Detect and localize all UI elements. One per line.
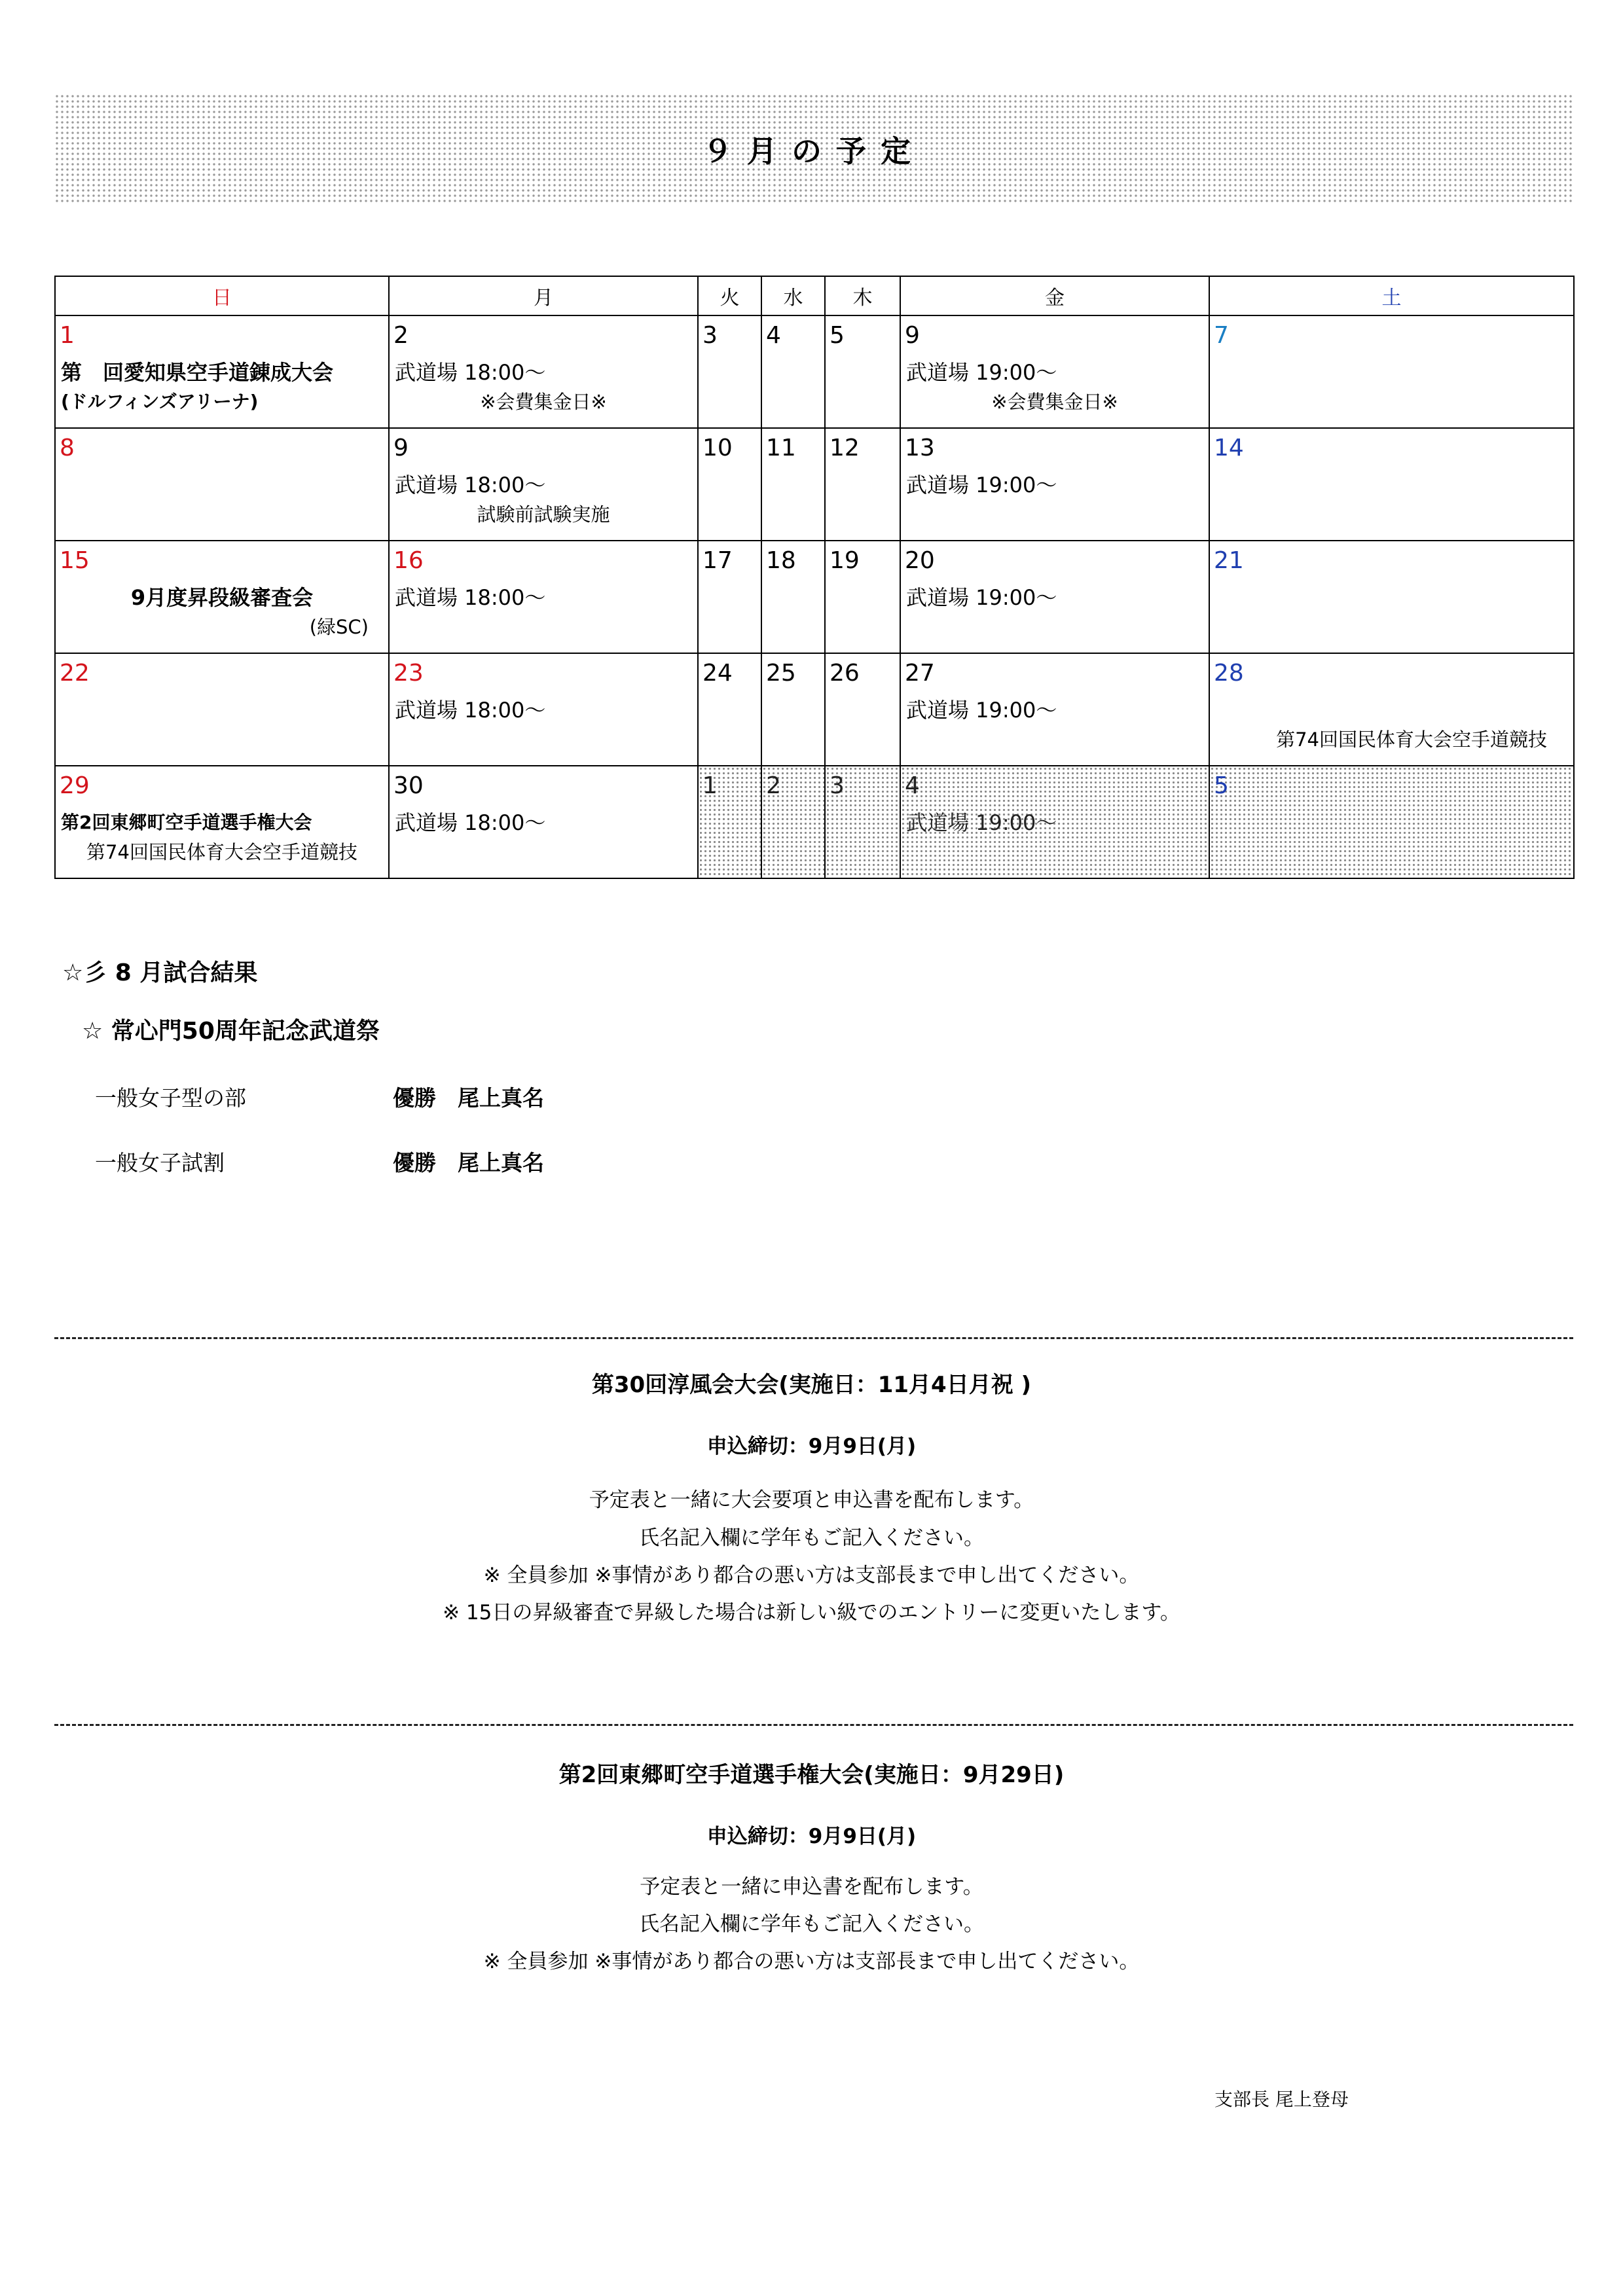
day-number: 28 [1214, 660, 1244, 687]
day-number: 26 [830, 660, 860, 687]
calendar-cell [825, 315, 900, 428]
cell-event: 武道場 18:00～ [395, 473, 546, 497]
day-number: 2 [766, 772, 781, 799]
day-number: 25 [766, 660, 796, 687]
day-number: 7 [1214, 322, 1229, 349]
day-number: 5 [830, 322, 845, 349]
calendar-cell [389, 315, 698, 428]
calendar-cell-next-month [825, 766, 900, 878]
cell-event: 武道場 18:00～ [395, 360, 546, 385]
cell-event: 武道場 19:00～ [906, 360, 1057, 385]
calendar-cell [55, 315, 389, 428]
results-heading: ☆彡 8 月試合結果 [62, 960, 258, 986]
result-category: 一般女子型の部 [95, 1085, 246, 1111]
cell-event: 第 回愛知県空手道錬成大会 [61, 360, 334, 385]
day-number: 27 [905, 660, 935, 687]
calendar-cell [761, 653, 825, 766]
weekday-sun: 日 [55, 276, 389, 315]
calendar-cell [389, 541, 698, 653]
result-winner: 優勝 尾上真名 [393, 1085, 544, 1111]
day-number: 4 [905, 772, 920, 799]
day-number: 30 [393, 772, 424, 799]
calendar-cell [761, 541, 825, 653]
calendar-cell [761, 428, 825, 541]
day-number: 20 [905, 547, 935, 574]
day-number: 14 [1214, 435, 1244, 461]
cell-note: 試験前試験実施 [477, 503, 610, 526]
cell-event: 武道場 19:00～ [906, 585, 1057, 610]
calendar-cell-next-month [1209, 766, 1574, 878]
title-banner [54, 94, 1573, 205]
calendar-cell [1209, 653, 1574, 766]
day-number: 11 [766, 435, 796, 461]
day-number: 2 [393, 322, 409, 349]
day-number: 19 [830, 547, 860, 574]
calendar-cell [900, 653, 1209, 766]
results-event: ☆ 常心門50周年記念武道祭 [82, 1018, 380, 1045]
cell-event: 武道場 19:00～ [906, 698, 1057, 723]
day-number: 12 [830, 435, 860, 461]
cell-note: ※会費集金日※ [991, 391, 1118, 413]
calendar-cell-next-month [761, 766, 825, 878]
day-number: 22 [60, 660, 90, 687]
calendar-cell [389, 653, 698, 766]
cell-note: (緑SC) [309, 616, 369, 638]
divider [54, 1337, 1573, 1339]
calendar-cell [389, 766, 698, 878]
calendar-cell-next-month [698, 766, 761, 878]
calendar-cell [55, 766, 389, 878]
notice2-line: 予定表と一緒に申込書を配布します。 [640, 1875, 983, 1899]
day-number: 18 [766, 547, 796, 574]
calendar-cell [698, 541, 761, 653]
weekday-tue: 火 [698, 276, 761, 315]
calendar-cell [900, 541, 1209, 653]
calendar-cell [900, 315, 1209, 428]
page-title: ９月の予定 [702, 134, 925, 169]
day-number: 8 [60, 435, 75, 461]
weekday-header-row [55, 276, 1574, 315]
weekday-thu: 木 [825, 276, 900, 315]
calendar-cell [55, 428, 389, 541]
calendar-cell [825, 541, 900, 653]
day-number: 5 [1214, 772, 1229, 799]
calendar-week-2 [55, 428, 1574, 541]
day-number: 4 [766, 322, 781, 349]
day-number: 24 [702, 660, 733, 687]
calendar-cell [825, 428, 900, 541]
calendar-week-1 [55, 315, 1574, 428]
weekday-sat: 土 [1209, 276, 1574, 315]
calendar-cell [698, 428, 761, 541]
notice1-line: 予定表と一緒に大会要項と申込書を配布します。 [589, 1488, 1034, 1512]
cell-event: 武道場 18:00～ [395, 810, 546, 835]
divider [54, 1724, 1573, 1726]
signature: 支部長 尾上登母 [1214, 2089, 1349, 2110]
calendar-cell [698, 315, 761, 428]
cell-note: 第74回国民体育大会空手道競技 [1276, 728, 1547, 751]
cell-note: (ドルフィンズアリーナ) [61, 391, 259, 412]
notice1-line: 氏名記入欄に学年もご記入ください。 [639, 1526, 984, 1550]
cell-note: 第74回国民体育大会空手道競技 [86, 841, 357, 863]
notice1-deadline: 申込締切：9月9日(月) [706, 1435, 917, 1458]
day-number: 10 [702, 435, 733, 461]
cell-event: 武道場 18:00～ [395, 698, 546, 723]
day-number: 16 [393, 547, 424, 574]
day-number: 29 [60, 772, 90, 799]
cell-note: ※会費集金日※ [480, 391, 607, 413]
weekday-wed: 水 [761, 276, 825, 315]
cell-event: 第2回東郷町空手道選手権大会 [61, 812, 312, 833]
calendar-cell [389, 428, 698, 541]
notice2-line: ※ 全員参加 ※事情があり都合の悪い方は支部長まで申し出てください。 [483, 1950, 1140, 1973]
calendar-week-4 [55, 653, 1574, 766]
calendar-week-5 [55, 766, 1574, 878]
result-category: 一般女子試割 [95, 1150, 225, 1175]
day-number: 15 [60, 547, 90, 574]
cell-event: 9月度昇段級審査会 [130, 585, 314, 610]
day-number: 13 [905, 435, 935, 461]
cell-event: 武道場 18:00～ [395, 585, 546, 610]
result-winner: 優勝 尾上真名 [393, 1150, 544, 1175]
calendar-cell [55, 653, 389, 766]
cell-event: 武道場 19:00～ [906, 473, 1057, 497]
calendar-week-3 [55, 541, 1574, 653]
calendar-cell [761, 315, 825, 428]
day-number: 9 [905, 322, 920, 349]
calendar-cell [1209, 315, 1574, 428]
calendar-cell [55, 541, 389, 653]
day-number: 1 [702, 772, 718, 799]
day-number: 21 [1214, 547, 1244, 574]
notice1-line: ※ 15日の昇級審査で昇級した場合は新しい級でのエントリーに変更いたします。 [443, 1601, 1180, 1624]
notice2-deadline: 申込締切：9月9日(月) [706, 1825, 917, 1848]
calendar-cell [698, 653, 761, 766]
day-number: 1 [60, 322, 75, 349]
day-number: 3 [830, 772, 845, 799]
day-number: 3 [702, 322, 718, 349]
calendar-cell [1209, 428, 1574, 541]
calendar-cell [1209, 541, 1574, 653]
cell-event: 武道場 19:00～ [906, 810, 1057, 835]
calendar-cell [900, 428, 1209, 541]
day-number: 23 [393, 660, 424, 687]
notice1-title: 第30回淳風会大会(実施日：11月4日月祝 ) [591, 1372, 1032, 1398]
notice2-line: 氏名記入欄に学年もご記入ください。 [639, 1912, 984, 1936]
day-number: 17 [702, 547, 733, 574]
weekday-mon: 月 [389, 276, 698, 315]
weekday-fri: 金 [900, 276, 1209, 315]
notice1-line: ※ 全員参加 ※事情があり都合の悪い方は支部長まで申し出てください。 [483, 1564, 1140, 1587]
calendar-cell-next-month [900, 766, 1209, 878]
day-number: 9 [393, 435, 409, 461]
calendar-cell [825, 653, 900, 766]
notice2-title: 第2回東郷町空手道選手権大会(実施日：9月29日) [558, 1762, 1065, 1788]
calendar-table [54, 276, 1575, 879]
